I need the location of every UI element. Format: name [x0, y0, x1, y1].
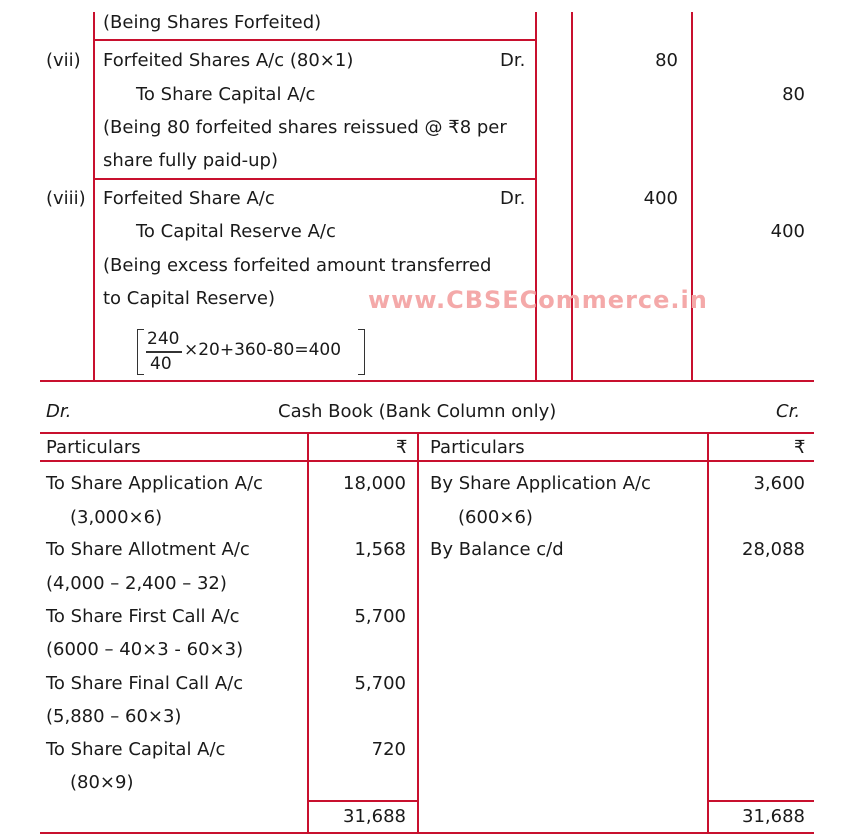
entry-7-narration-line-1: (Being 80 forfeited shares reissued @ ₹8 per: [103, 117, 507, 138]
cash-book-dr-label: Dr.: [46, 401, 72, 422]
calc-left-bracket: [137, 329, 144, 375]
entry-8-number: (viii): [46, 188, 86, 209]
entry-7-debit-amount: 80: [655, 50, 678, 71]
entry-8-narration-line-2: to Capital Reserve): [103, 288, 276, 309]
debit-total-top-line: [307, 800, 417, 802]
debit-row-2-amount: 1,568: [354, 539, 406, 560]
debit-total: 31,688: [343, 806, 406, 827]
entry-8-narration-line-1: (Being excess forfeited amount transferred: [103, 255, 492, 276]
credit-row-1-detail: (600×6): [458, 507, 533, 528]
debit-row-5-detail: (80×9): [70, 772, 134, 793]
being-shares-forfeited-text: (Being Shares Forfeited): [103, 12, 322, 33]
journal-col-line-4: [691, 12, 693, 380]
debit-row-3-label: To Share First Call A/c: [46, 606, 240, 627]
debit-row-5-amount: 720: [371, 739, 406, 760]
journal-col-line-2: [535, 12, 537, 380]
entry-7-debit-account: Forfeited Shares A/c (80×1): [103, 50, 354, 71]
debit-row-2-detail: (4,000 – 2,400 – 32): [46, 573, 227, 594]
debit-row-5-label: To Share Capital A/c: [46, 739, 226, 760]
cash-book-header-bottom-line: [40, 460, 814, 462]
entry-7-credit-amount: 80: [782, 84, 805, 105]
debit-rupee-header: ₹: [396, 437, 408, 458]
calc-right-bracket: [358, 329, 365, 375]
debit-row-4-label: To Share Final Call A/c: [46, 673, 244, 694]
entry-7-dr-label: Dr.: [500, 50, 526, 71]
cash-book-cr-label: Cr.: [776, 401, 801, 422]
debit-row-1-amount: 18,000: [343, 473, 406, 494]
entry-8-credit-account: To Capital Reserve A/c: [136, 221, 336, 242]
entry-8-credit-amount: 400: [770, 221, 805, 242]
credit-rupee-header: ₹: [794, 437, 806, 458]
debit-particulars-header: Particulars: [46, 437, 141, 458]
debit-row-4-detail: (5,880 – 60×3): [46, 706, 182, 727]
debit-row-4-amount: 5,700: [354, 673, 406, 694]
journal-bottom-line: [40, 380, 814, 382]
journal-row-line-2: [93, 178, 537, 180]
calc-numerator: 240: [147, 329, 180, 349]
credit-row-1-label: By Share Application A/c: [430, 473, 651, 494]
watermark: www.CBSECommerce.in: [368, 286, 708, 314]
entry-7-narration-line-2: share fully paid-up): [103, 150, 278, 171]
debit-row-3-amount: 5,700: [354, 606, 406, 627]
cash-book-col-line-3: [707, 432, 709, 834]
cash-book-title: Cash Book (Bank Column only): [278, 401, 557, 422]
cash-book-col-line-1: [307, 432, 309, 834]
debit-row-1-label: To Share Application A/c: [46, 473, 263, 494]
entry-7-number: (vii): [46, 50, 81, 71]
entry-8-debit-amount: 400: [643, 188, 678, 209]
credit-total-top-line: [707, 800, 814, 802]
cash-book-col-line-2: [417, 432, 419, 834]
credit-row-2-amount: 28,088: [742, 539, 805, 560]
credit-total: 31,688: [742, 806, 805, 827]
entry-8-dr-label: Dr.: [500, 188, 526, 209]
debit-row-1-detail: (3,000×6): [70, 507, 163, 528]
journal-col-line-3: [571, 12, 573, 380]
credit-particulars-header: Particulars: [430, 437, 525, 458]
entry-7-credit-account: To Share Capital A/c: [136, 84, 316, 105]
cash-book-bottom-line: [40, 832, 814, 834]
entry-8-debit-account: Forfeited Share A/c: [103, 188, 275, 209]
debit-row-2-label: To Share Allotment A/c: [46, 539, 250, 560]
credit-row-2-label: By Balance c/d: [430, 539, 564, 560]
journal-row-line-1: [93, 39, 537, 41]
credit-row-1-amount: 3,600: [753, 473, 805, 494]
cash-book-header-top-line: [40, 432, 814, 434]
debit-row-3-detail: (6000 – 40×3 - 60×3): [46, 639, 244, 660]
calc-denominator: 40: [150, 354, 172, 374]
calc-expression: ×20+360-80=400: [184, 340, 342, 360]
journal-col-line-1: [93, 12, 95, 380]
